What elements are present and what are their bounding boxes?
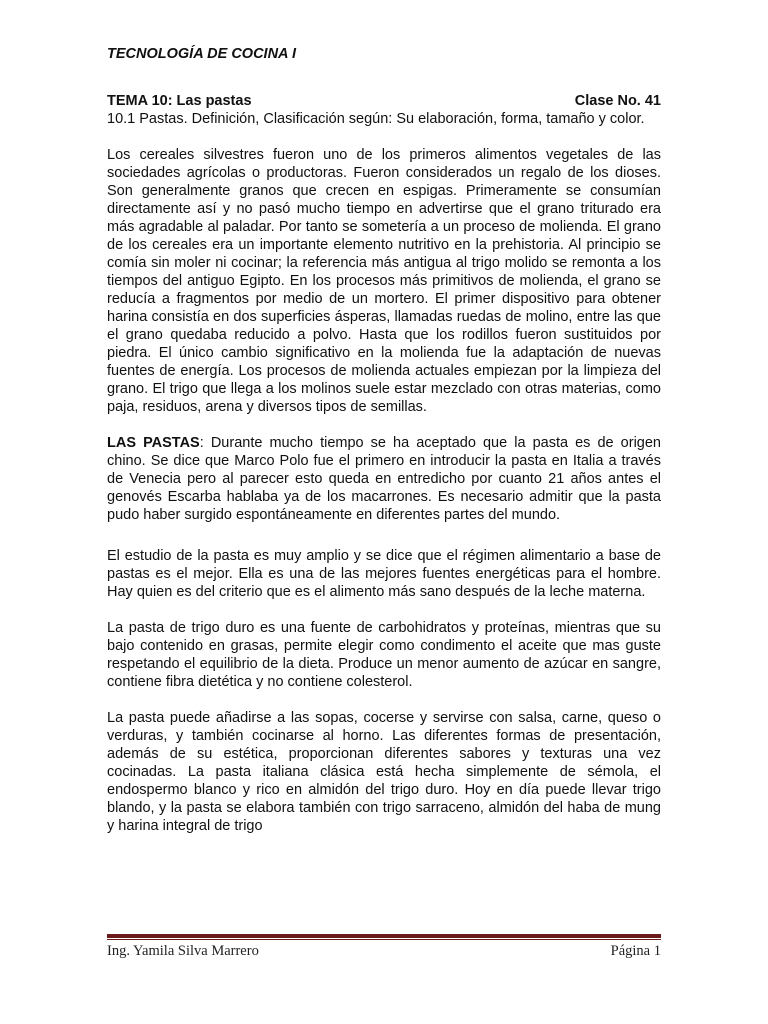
durum-wheat-paragraph: La pasta de trigo duro es una fuente de carbohidratos y proteínas, mientras que su bajo contenido en grasas, permite elegir como condimento el aceite que mas guste respetando el equilibrio de la dieta. Produce un menor aumento de azúcar en sangre, contiene fibra dietética y no contiene colesterol.	[107, 620, 661, 690]
footer-rule	[107, 934, 661, 938]
las-pastas-body: : Durante mucho tiempo se ha aceptado que la pasta es de origen chino. Se dice que Marco Polo fue el primero en introducir la pasta en Italia a través de Venecia pero al parecer esto queda en entredicho por cuanto 21 años antes el genovés Escarba hablaba ya de los macarrones. Es necesario admitir que la pasta pudo haber surgido espontáneamente en diferentes partes del mundo.	[107, 435, 661, 523]
course-title: TECNOLOGÍA DE COCINA I	[107, 46, 297, 62]
cereals-history-paragraph: Los cereales silvestres fueron uno de los primeros alimentos vegetales de las sociedades agrícolas o productoras. Fueron considerados un regalo de los dioses. Son generalmente granos que crecen en espigas. Primeramente se consumían directamente así y no pasó mucho tiempo en advertirse que el grano triturado era más agradable al paladar. Por tanto se sometería a un proceso de molienda. El grano de los cereales era un importante elemento nutritivo en la prehistoria. Al principio se comía sin moler ni cocinar; la referencia más antigua al trigo molido se remonta a los tiempos del antiguo Egipto. En los procesos más primitivos de molienda, el grano se reducía a fragmentos por medio de un mortero. El primer dispositivo para obtener harina consistía en dos superficies ásperas, llamadas ruedas de molino, entre las que el grano quedaba reducido a polvo. Hasta que los rodillos fueron sustituidos por piedra. El único cambio significativo en la molienda fue la adaptación de nuevas fuentes de energía. Los procesos de molienda actuales empiezan por la limpieza del grano. El trigo que llega a los molinos suele estar mezclado con otras materias, como paja, residuos, arena y diversos tipos de semillas.	[107, 147, 661, 415]
las-pastas-paragraph	[107, 434, 661, 524]
class-number: Clase No. 41	[574, 93, 661, 109]
footer-page-number: Página 1	[610, 943, 661, 959]
footer-rule-thin	[107, 939, 661, 940]
topic-title: TEMA 10: Las pastas	[107, 93, 252, 109]
las-pastas-heading: LAS PASTAS	[107, 435, 200, 451]
page-footer	[107, 942, 661, 960]
topic-row	[107, 92, 661, 110]
subtopic-paragraph: 10.1 Pastas. Definición, Clasificación según: Su elaboración, forma, tamaño y color.	[107, 111, 645, 127]
pasta-study-paragraph: El estudio de la pasta es muy amplio y se dice que el régimen alimentario a base de pastas es el mejor. Ella es una de las mejores fuentes energéticas para el hombre. Hay quien es del criterio que es el alimento más sano después de la leche materna.	[107, 548, 661, 600]
footer-author: Ing. Yamila Silva Marrero	[107, 943, 259, 959]
pasta-uses-paragraph: La pasta puede añadirse a las sopas, cocerse y servirse con salsa, carne, queso o verduras, y también cocinarse al horno. Las diferentes formas de presentación, además de su estética, proporcionan diferentes sabores y texturas una vez cocinadas. La pasta italiana clásica está hecha simplemente de sémola, el endospermo blanco y rico en almidón del trigo duro. Hoy en día puede llevar trigo blando, y la pasta se elabora también con trigo sarraceno, almidón del haba de mung y harina integral de trigo	[107, 710, 661, 834]
document-body	[107, 92, 661, 835]
